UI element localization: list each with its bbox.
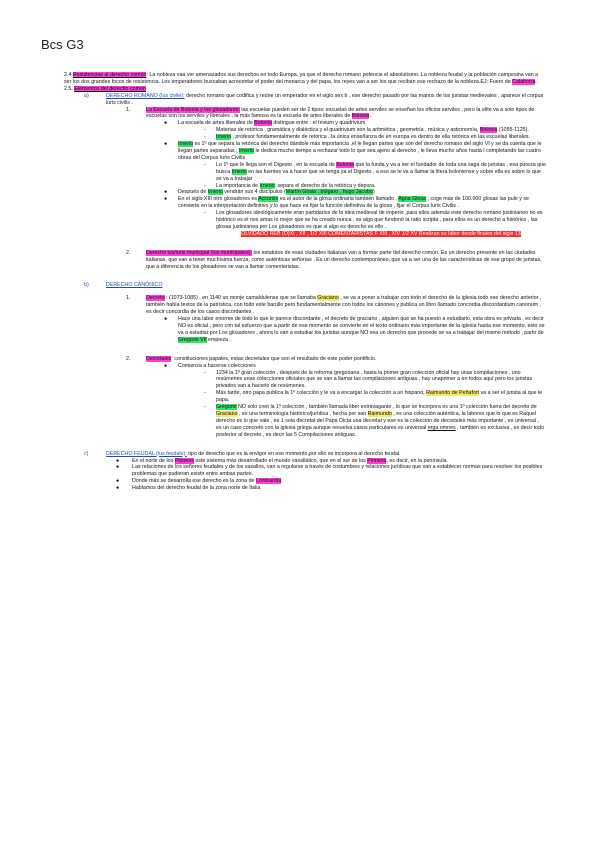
- paragraph-text: Las relaciones de los señores feudales y de los vasallos, van a regularse a través de costumbres y relaciones jurídicas que van a establecer normas para resolver los posibles problemas que pudieran existir entre ambas partes.: [132, 464, 543, 478]
- paragraph-text: va a ser el jurista al que le papa.: [216, 390, 543, 404]
- dash-item: [64, 183, 546, 190]
- point-heading: Decretales: [146, 355, 172, 362]
- paragraph-text: En el siglo XIII otro glosadores es: [178, 196, 259, 203]
- paragraph-text: La escuela de artes liberales de: [178, 120, 255, 127]
- section-heading: Resistencias al derecho común: [72, 72, 147, 78]
- paragraph-text: Más tarde, otro papa publica la 1º colección y le va a encargar la colección a un hispano,: [216, 390, 427, 397]
- paragraph-text: : La nobleza vaa ver amenazados sus derechos en todo Europa, ya que el derecho romano potencia el absolutismo. La nobleza feudal y la población campesina van a ser los dos grandes focos de resistencia. Los emperadores buscaban acrecentar el poder del monarca y del papa, los reyes van a ser los que reciban ese rechazo de la nobleza.EJ: Fuero de: [64, 72, 539, 85]
- dash-icon: -: [204, 404, 206, 411]
- bullet-item: [64, 141, 546, 162]
- paragraph-text: este sistema más desarrollado el mundo vasallático, que en el sur de los: [193, 457, 368, 464]
- dash-item: [64, 210, 546, 231]
- paragraph-text: , es decir, en la península.: [386, 457, 448, 464]
- underlined-term: erga omnes: [427, 424, 456, 431]
- document-body: [64, 72, 546, 492]
- highlight-term: Gregorio VII: [178, 336, 207, 343]
- paragraph-text: , también es exclusiva , es decir todo posterior al decreto , es decir las 5 Compilaciones antiguas.: [216, 424, 545, 438]
- bullet-icon: ●: [116, 485, 120, 492]
- dash-item: [64, 390, 546, 404]
- punctuation: ): [372, 189, 375, 196]
- point-b1: [64, 295, 546, 316]
- highlight-term: Raimundo: [367, 410, 392, 417]
- highlight-term: Bolonia: [336, 161, 354, 168]
- paragraph-text: : separa el derecho de la retórica y depura.: [274, 182, 376, 189]
- paragraph-text: La importancia de: [216, 182, 260, 189]
- paragraph-text: las escuelas pueden ser de 2 tipos: escuelas de artes serviles se enseñan los oficios serviles , pero la elite va a solo tipos de escuelas son los serviles y liberales , la más famosa es la escuela de artes liberales de: [146, 106, 535, 120]
- point-number: 1.: [126, 106, 131, 113]
- subsection-title: DERECHO FEUDAL (ius feudale):: [106, 450, 187, 457]
- paragraph-text: en las fuentes va a hacer que se tenga ya el Digesto , a eso se le va a llamar la litera boloniense y sobre ella es sobre lo que se va a trabajar: [216, 168, 541, 182]
- punctuation: .: [535, 78, 537, 85]
- bullet-item: [64, 196, 546, 210]
- highlight-term: Accursio: [258, 196, 279, 203]
- section-2-4: [64, 72, 546, 86]
- subsection-c: [64, 451, 546, 458]
- point-heading: La Escuela de Bolonia y los glosadores:: [146, 106, 240, 113]
- section-number: 2.5.: [64, 85, 73, 92]
- bullet-item: [64, 458, 546, 465]
- dash-icon: -: [204, 210, 206, 217]
- highlight-term: Bolonia: [351, 113, 370, 120]
- subsection-title: DERECHO CANÓNICO: [106, 282, 163, 289]
- bullet-item: [64, 316, 546, 344]
- punctuation: .: [281, 478, 283, 485]
- dash-icon: -: [204, 127, 206, 134]
- highlight-term: Agna Glosa: [398, 196, 426, 203]
- point-a1: [64, 107, 546, 121]
- bullet-item: [64, 478, 546, 485]
- paragraph-text: Después de: [178, 189, 208, 196]
- dash-item: [64, 134, 546, 141]
- highlight-term: Irnerio: [238, 147, 254, 154]
- highlight-term: Graciano: [317, 295, 339, 302]
- highlight-term: Irnerio: [178, 141, 194, 148]
- highlight-term: Graciano: [216, 410, 238, 417]
- section-2-5: [64, 86, 546, 93]
- paragraph-text: , se va a poner a trabajar con todo el derecho de la iglesia todo ese derecho anterior , también había textos de la patrística, con todo este barullo pero fundamentalmente con todos los cánones y publica un libro llamado concordia discordantium canonum , es decir concordia de los casos discordantes .: [146, 295, 542, 316]
- paragraph-text: derecho romano que codifica y reúne un emperador en el siglo sex b , ese derecho pasado por las manos de los juristas medievales , aparece el corpus iuris civilis .: [106, 92, 544, 106]
- paragraph-text: , profesor fundamentalmente de retórica , la única enseñanza de en europa es dentro de ella retórica en las escuelas liberales.: [231, 134, 530, 141]
- highlight-term: Pirineos: [174, 457, 194, 464]
- highlight-note: OLVIDADO REB (O)XI , XII , 1/2 XIII COMENTARISTAS F XIII , XIV 1/2 XV Realizan su labor desde finales del siglo 13: [241, 230, 521, 237]
- bullet-icon: ●: [164, 316, 168, 323]
- bullet-item: [64, 464, 546, 478]
- paragraph-text: , es una terminología histórico/jurídica , hecha por san: [237, 410, 368, 417]
- punctuation: .: [369, 113, 371, 120]
- paragraph-text: Donde más se desarrolla ese derecho es la zona de: [132, 478, 256, 485]
- bullet-item: [64, 189, 546, 196]
- paragraph-text: tipo de derecho que es la envigor en ese momento,por ello se incorpora al derecho feudal.: [186, 450, 401, 457]
- bullet-icon: ●: [164, 362, 168, 369]
- dash-item: [64, 404, 546, 439]
- subsection-letter: b): [84, 282, 89, 289]
- subsection-b: [64, 282, 546, 289]
- bullet-item: [64, 363, 546, 370]
- bullet-icon: ●: [164, 196, 168, 203]
- highlight-term: Bolonia: [254, 120, 272, 127]
- paragraph-text: (1055-1125).: [497, 127, 529, 134]
- page-title: Bcs G3: [41, 37, 84, 52]
- point-number: 1.: [126, 295, 131, 302]
- paragraph-text: es 1º que separa la retórica del derecho dándole más importancia ,el le llegan partes que son del derecho romano del siglo VI y se da cuenta que le llegan partes separadas ,: [178, 141, 542, 154]
- dash-item: [64, 127, 546, 134]
- point-number: 2.: [126, 355, 131, 362]
- paragraph-text: vendrán sus 4 discípulos (: [222, 189, 286, 196]
- paragraph-text: : constituciones papales, estas decretales que son el resultado de este poder pontificio.: [171, 355, 377, 362]
- point-heading: Derecho ius/iuris municipal (ius municipales):: [146, 249, 252, 256]
- bullet-item: [64, 120, 546, 127]
- paragraph-text: es el autor de la glosa ordinaria también llamado ,: [278, 196, 399, 203]
- bullet-icon: ●: [116, 464, 120, 471]
- dash-icon: -: [204, 182, 206, 189]
- highlight-term: Pirineos: [367, 457, 387, 464]
- highlight-term: Calahorra: [512, 78, 536, 85]
- bullet-icon: ●: [116, 478, 120, 485]
- paragraph-text: En el norte de los: [132, 457, 175, 464]
- dash-item: [64, 162, 546, 183]
- paragraph-text: 1234 la 1º gran colección , después de la reforma gregoriana , hasta la primer gran colección oficial hay unas compilaciones , uno resúmenes unas colecciones oficiales que se van a llamar las compilaciones antiguas , hay unaprimer a en todos aquí pero los juristas privados van a hacerlo de resúmenes.: [216, 369, 533, 390]
- bullet-item: [64, 485, 546, 492]
- paragraph-text: NO solo creó la 1º colección , también llamada liber extravagante , lo que se incorpora es una 1º colección fuera del decreto de: [236, 404, 537, 411]
- bullet-icon: ●: [164, 141, 168, 148]
- dash-icon: -: [204, 134, 206, 141]
- subsection-a: [64, 93, 546, 107]
- paragraph-text: que la funda y va a ser el fundador de toda una saga de juristas , esa pureza que busca: [216, 161, 546, 175]
- highlight-term: Irnerio: [259, 182, 275, 189]
- paragraph-text: Lo 1º que le llega son el Digesto , en la escuela de: [216, 161, 337, 168]
- paragraph-text: : (1073-1085) , en 1140 un monje camaldulense que se llamaba: [164, 295, 318, 302]
- section-heading: Elementos del derecho común: [74, 85, 146, 92]
- highlight-term: Irnerio: [231, 168, 247, 175]
- highlight-term: Martín Gosia , búlgaro , hugo Jacobo: [285, 189, 373, 196]
- red-note: [64, 231, 546, 238]
- subsection-letter: c): [84, 450, 89, 457]
- section-number: 2.4: [64, 72, 72, 78]
- highlight-term: Lombardía: [255, 478, 282, 485]
- dash-icon: -: [204, 369, 206, 376]
- paragraph-text: Hablamos del derecho feudal de la zona norte de Italia: [132, 485, 261, 492]
- paragraph-text: , es una colección auténtica, la labores que lo que es Raquel derecho es lo que vale , es 1 sola decretal del Papa Dicta una decretal y ese es la colección de decretales más importante , es universal , es un caso concreto con la iglesia griega aunque resuelva casos particulares es universal: [216, 410, 539, 431]
- paragraph-text: Hace una labor enorme de todo lo que le parece discordante , el decreto de graciano , alguien que se ha puesto a estudiarlo, esta obra es privada , es decir NO es oficial , pero con tal esfuerzo que a partir de ese momento se convierte en el texto ordinario más importante de la iglesia hasta ese momento, esto se va a estudiar por Los glosadores , ahora lo van a estudiar los juristas aunque NO sea un derecho que procede se va a trabajar del mismo método , partir de: [178, 316, 545, 336]
- dash-item: [64, 370, 546, 391]
- point-b2: [64, 356, 546, 363]
- paragraph-text: Los glosadores ideológicamente eran partidarios de la idea medieval de imperio ,para ellos además este derecho romano justinianeo no es histórico es el nos amas lo mejor que se ha creado nunca , es algo que fundonó la ratio scripta , para ellos es un derecho a histórico , las glosas justinianea por Los glosadores es que si algo es derecho es ello .: [216, 210, 543, 230]
- highlight-term: Bolonia: [479, 127, 498, 134]
- paragraph-text: le dedica mucho tiempo a rechazar todo lo que sea ajeno al derecho , le lleva mucho años hasta l completando las cuatro obras del Corpus Iuris Civilis: [178, 147, 541, 161]
- subsection-letter: a): [84, 92, 89, 99]
- point-number: 2.: [126, 249, 131, 256]
- highlight-term: Raimundo de Peñafort: [426, 390, 480, 397]
- paragraph-text: empieza .: [206, 336, 231, 343]
- point-a2: [64, 250, 546, 271]
- highlight-term: Irnerio: [207, 189, 223, 196]
- paragraph-text: Materias de retórica , gramática y dialéctica y el quadrivium son la aritmética , geometría , música y astronomía,: [216, 127, 480, 134]
- paragraph-text: Comienza a hacerse colecciones: [178, 362, 256, 369]
- subsection-title: DERECHO ROMANO (Ius civile):: [106, 92, 185, 99]
- paragraph-text: , coge más de 100.000 glosas las pule y se convierte en la interpretación definitivo y lo que hace es fijar la función definitiva de la glosa , fijar el Corpus Iuris Civilis .: [178, 196, 529, 210]
- bullet-icon: ●: [164, 189, 168, 196]
- paragraph-text: distingue entre : el trivium y quadrivium: [271, 120, 366, 127]
- highlight-term: Irnerio: [216, 134, 232, 141]
- bullet-icon: ●: [164, 120, 168, 127]
- dash-icon: -: [204, 390, 206, 397]
- dash-icon: -: [204, 161, 206, 168]
- point-heading: Decreto: [146, 295, 165, 302]
- paragraph-text: los estatutos de esas ciudades italianas van a formar parte del derecho común. Es un derecho presente en las ciudades italianas, que van a tener muchísima fuerza, como auténticas señorías . Es un derecho contemporáneo, que va a ser una de las características de ese grupo de juristas, que a diferencia de los glosadores se van a llamar comentaristas.: [146, 249, 542, 270]
- highlight-term: Gregorio: [216, 404, 237, 411]
- bullet-icon: ●: [116, 457, 120, 464]
